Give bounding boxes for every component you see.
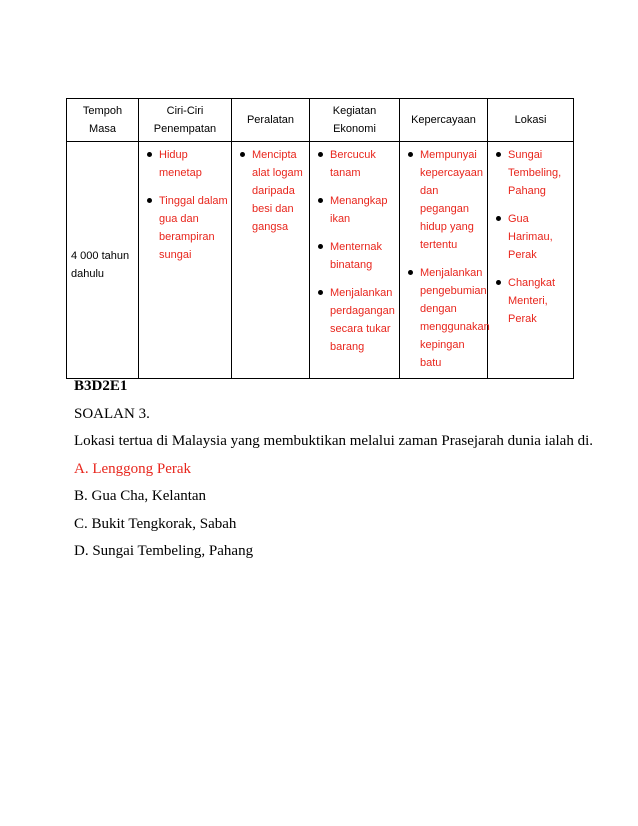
question-number: SOALAN 3.: [74, 405, 150, 422]
kepercayaan-cell: [400, 142, 488, 379]
header-tempoh-masa: Tempoh Masa: [67, 99, 139, 142]
prehistory-table: [66, 98, 574, 379]
header-peralatan: Peralatan: [232, 99, 310, 142]
option-d: D. Sungai Tembeling, Pahang: [74, 543, 254, 559]
list-item: Menangkap ikan: [316, 192, 397, 228]
question-block: [74, 376, 594, 569]
header-kepercayaan: Kepercayaan: [400, 99, 488, 142]
table-header-row: [67, 99, 574, 142]
option-b: B. Gua Cha, Kelantan: [74, 488, 207, 504]
list-item: Mempunyai kepercayaan dan pegangan hidup yang tertentu: [406, 146, 485, 254]
list-item: Tinggal dalam gua dan berampiran sungai: [145, 192, 229, 264]
peralatan-cell: [232, 142, 310, 379]
option-c: C. Bukit Tengkorak, Sabah: [74, 515, 237, 532]
list-item: Menjalankan pengebumian dengan menggunakan kepingan batu: [406, 264, 485, 372]
period-cell: 4 000 tahun dahulu: [67, 142, 139, 379]
list-item: Hidup menetap: [145, 146, 229, 182]
list-item: Mencipta alat logam daripada besi dan gangsa: [238, 146, 307, 236]
header-lokasi: Lokasi: [488, 99, 574, 142]
penempatan-cell: [139, 142, 232, 379]
list-item: Sungai Tembeling, Pahang: [494, 146, 571, 200]
list-item: Gua Harimau, Perak: [494, 210, 571, 264]
header-ciri-penempatan: Ciri-Ciri Penempatan: [139, 99, 232, 142]
list-item: Menternak binatang: [316, 238, 397, 274]
header-kegiatan-ekonomi: Kegiatan Ekonomi: [310, 99, 400, 142]
ekonomi-cell: [310, 142, 400, 379]
question-code: B3D2E1: [74, 378, 128, 394]
list-item: Bercucuk tanam: [316, 146, 397, 182]
list-item: Menjalankan perdagangan secara tukar barang: [316, 284, 397, 356]
list-item: Changkat Menteri, Perak: [494, 274, 571, 328]
lokasi-cell: [488, 142, 574, 379]
question-text: Lokasi tertua di Malaysia yang membuktikan melalui zaman Prasejarah dunia ialah di.: [74, 433, 594, 449]
table-row: [67, 142, 574, 379]
option-a: A. Lenggong Perak: [74, 460, 192, 477]
